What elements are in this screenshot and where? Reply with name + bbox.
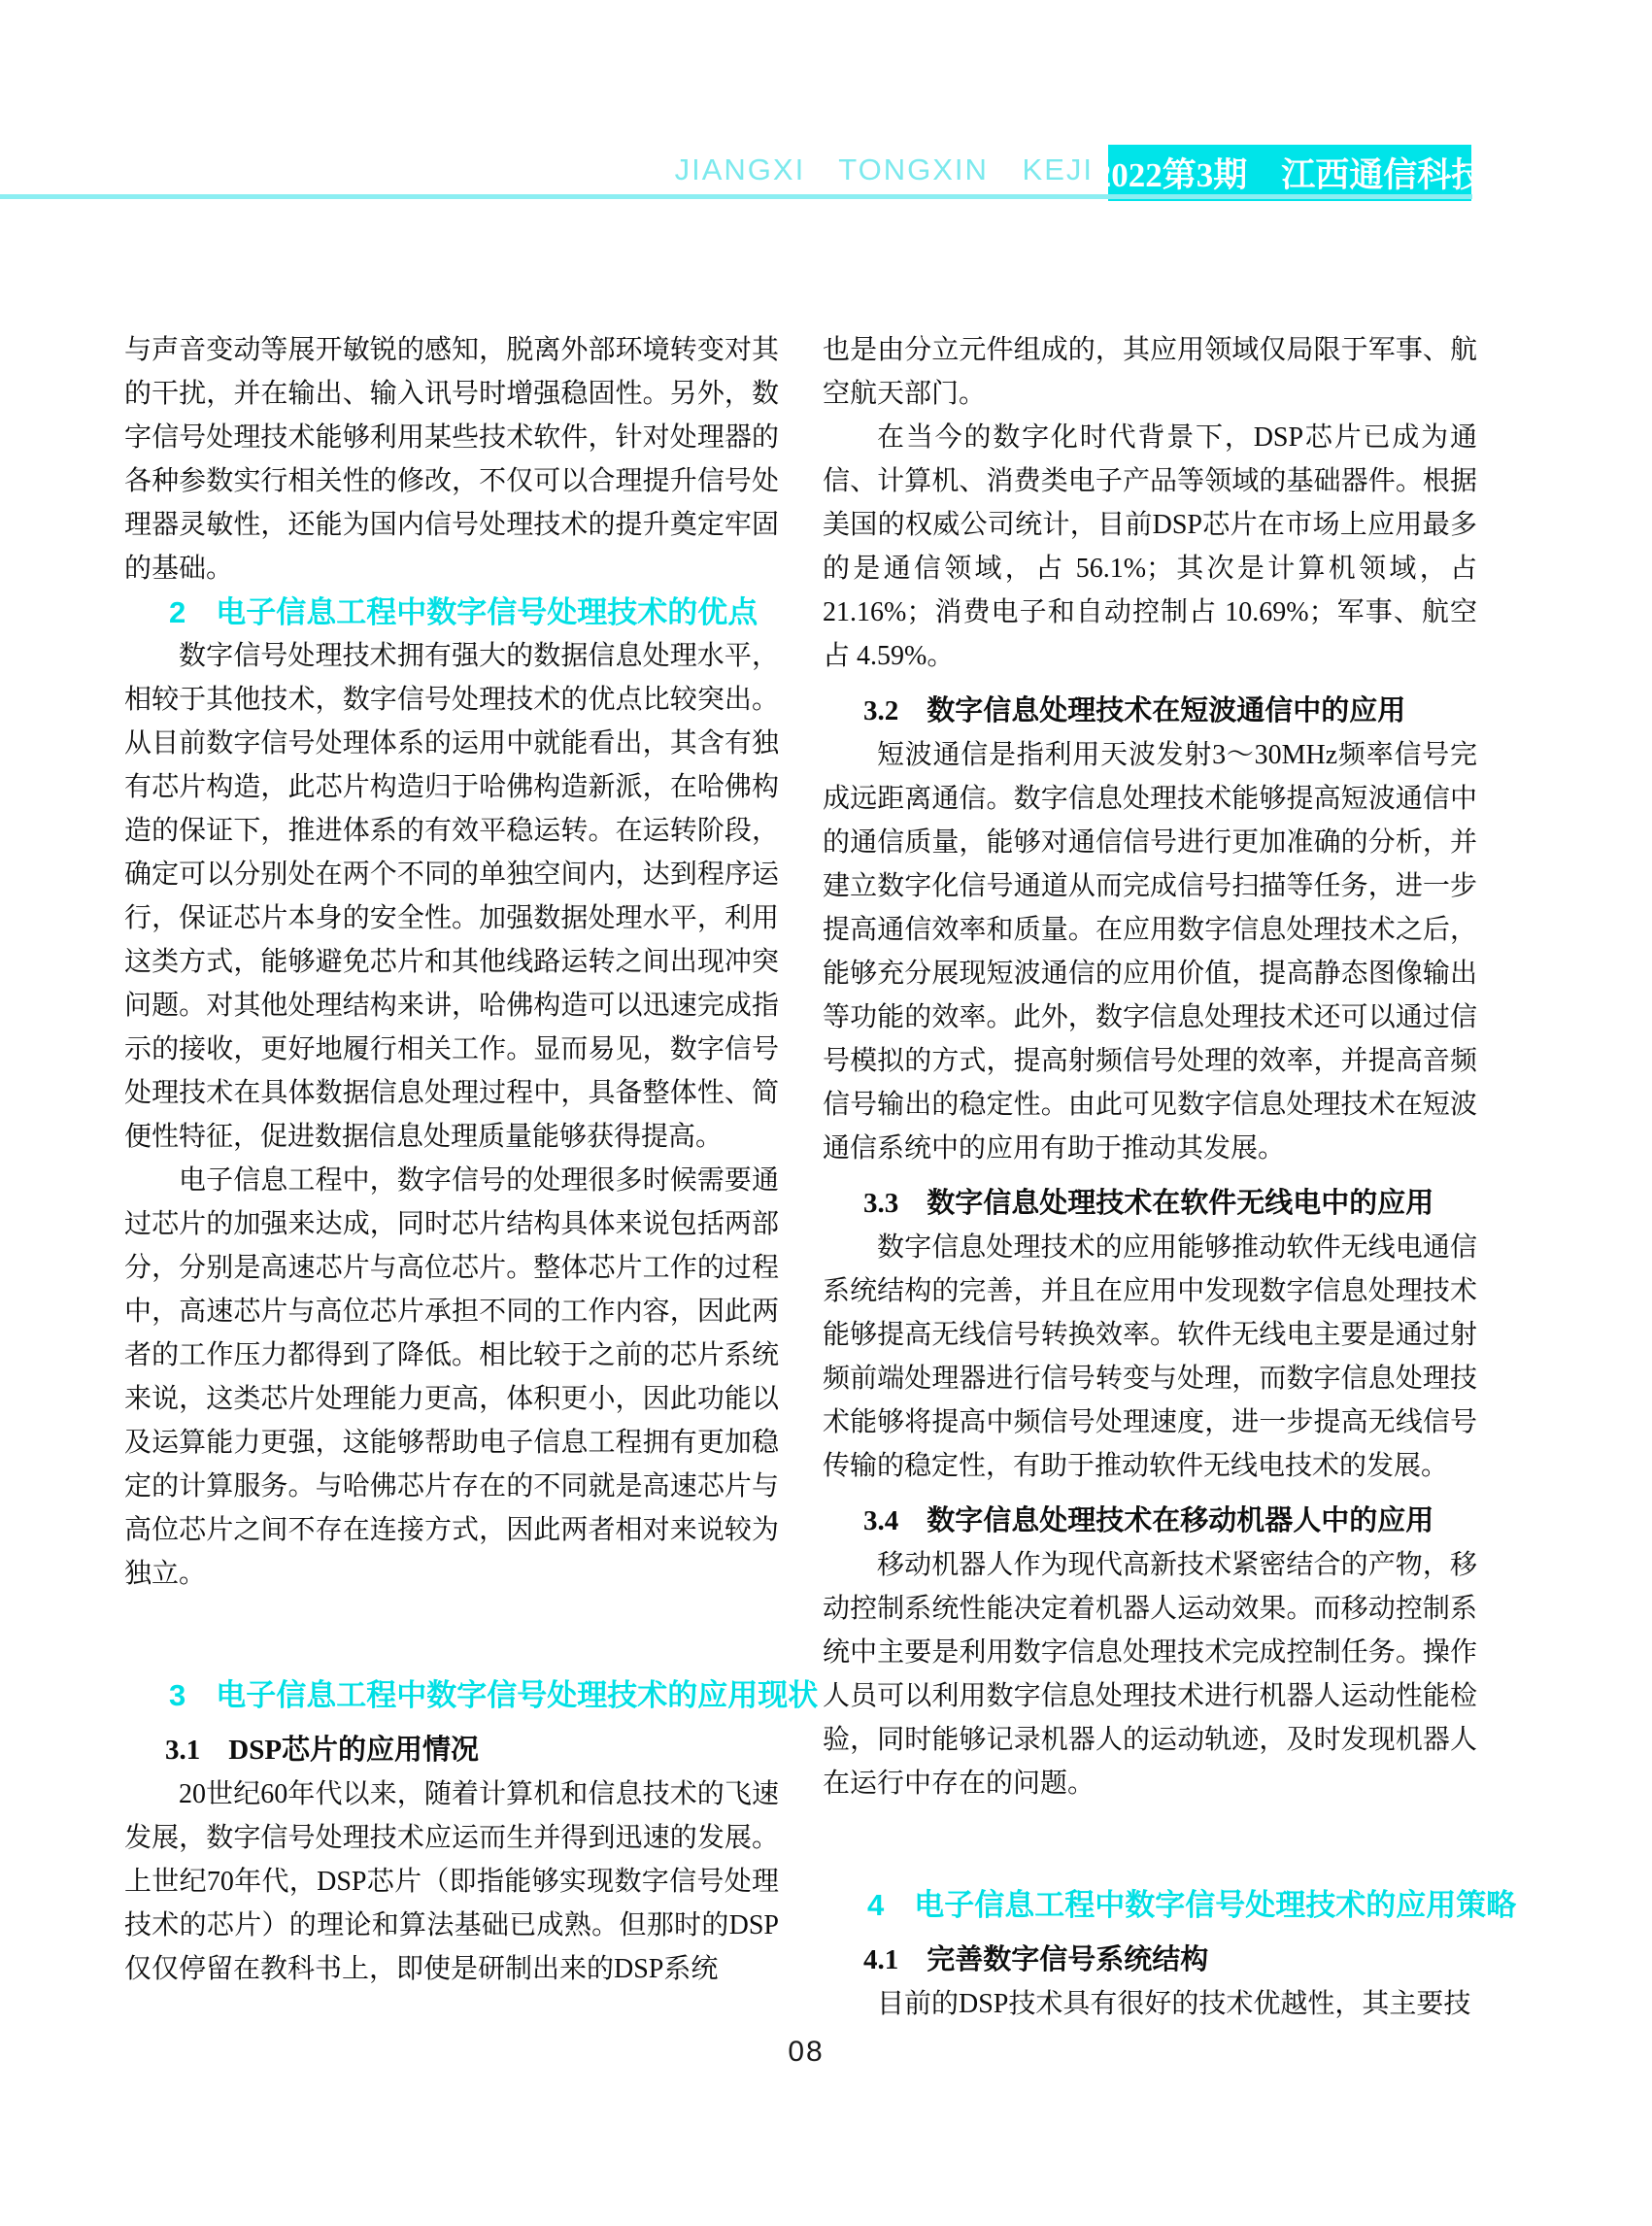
paragraph: 短波通信是指利用天波发射3～30MHz频率信号完成远距离通信。数字信息处理技术能够提高短波通信中的通信质量，能够对通信信号进行更加准确的分析，并建立数字化信号通道从而完成信号扫描等任务，进一步提高通信效率和质量。在应用数字信息处理技术之后，能够充分展现短波通信的应用价值，提高静态图像输出等功能的效率。此外，数字信息处理技术还可以通过信号模拟的方式，提高射频信号处理的效率，并提高音频信号输出的稳定性。由此可见数字信息处理技术在短波通信系统中的应用有助于推动其发展。 [823,740,1477,1164]
section-heading-4: 4 电子信息工程中数字信号处理技术的应用策略 [867,1888,1517,1922]
section-heading-3: 3 电子信息工程中数字信号处理技术的应用现状 [169,1678,819,1712]
header-rule [0,194,1472,199]
paragraph-continued: 与声音变动等展开敏锐的感知，脱离外部环境转变对其的干扰，并在输出、输入讯号时增强稳固性。另外，数字信号处理技术能够利用某些技术软件，针对处理器的各种参数实行相关性的修改，不仅可以合理提升信号处理器灵敏性，还能为国内信号处理技术的提升奠定牢固的基础。 [124,335,779,584]
paragraph: 20世纪60年代以来，随着计算机和信息技术的飞速发展，数字信号处理技术应运而生并得到迅速的发展。上世纪70年代，DSP芯片（即指能够实现数字信号处理技术的芯片）的理论和算法基础已成熟。但那时的DSP仅仅停留在教科书上，即使是研制出来的DSP系统 [124,1779,779,1984]
paragraph: 目前的DSP技术具有很好的技术优越性，其主要技 [877,1989,1471,2019]
left-column [124,328,819,1991]
page-number: 08 [788,2036,825,2068]
paragraph: 数字信号处理技术拥有强大的数据信息处理水平，相较于其他技术，数字信号处理技术的优点比较突出。从目前数字信号处理体系的运用中就能看出，其含有独有芯片构造，此芯片构造归于哈佛构造新派，在哈佛构造的保证下，推进体系的有效平稳运转。在运转阶段，确定可以分别处在两个不同的单独空间内，达到程序运行，保证芯片本身的安全性。加强数据处理水平，利用这类方式，能够避免芯片和其他线路运转之间出现冲突问题。对其他处理结构来讲，哈佛构造可以迅速完成指示的接收，更好地履行相关工作。显而易见，数字信号处理技术在具体数据信息处理过程中，具备整体性、简便性特征，促进数据信息处理质量能够获得提高。 [124,641,779,1152]
paragraph: 在当今的数字化时代背景下，DSP芯片已成为通信、计算机、消费类电子产品等领域的基础器件。根据美国的权威公司统计，目前DSP芯片在市场上应用最多的是通信领域，占 56.1%；其次是计算机领域，占 21.16%；消费电子和自动控制占 10.69%；军事、航空占 4.59%。 [823,422,1477,671]
sub-heading-4-1: 4.1 完善数字信号系统结构 [863,1944,1209,1975]
sub-heading-3-4: 3.4 数字信息处理技术在移动机器人中的应用 [863,1505,1434,1536]
paragraph: 移动机器人作为现代高新技术紧密结合的产物，移动控制系统性能决定着机器人运动效果。而移动控制系统中主要是利用数字信息处理技术完成控制任务。操作人员可以利用数字信息处理技术进行机器人运动性能检验，同时能够记录机器人的运动轨迹，及时发现机器人在运行中存在的问题。 [823,1550,1477,1799]
section-heading-2: 2 电子信息工程中数字信号处理技术的优点 [169,595,759,629]
paragraph: 电子信息工程中，数字信号的处理很多时候需要通过芯片的加强来达成，同时芯片结构具体来说包括两部分，分别是高速芯片与高位芯片。整体芯片工作的过程中，高速芯片与高位芯片承担不同的工作内容，因此两者的工作压力都得到了降低。相比较于之前的芯片系统来说，这类芯片处理能力更高，体积更小，因此功能以及运算能力更强，这能够帮助电子信息工程拥有更加稳定的计算服务。与哈佛芯片存在的不同就是高速芯片与高位芯片之间不存在连接方式，因此两者相对来说较为独立。 [124,1165,779,1589]
sub-heading-3-2: 3.2 数字信息处理技术在短波通信中的应用 [863,695,1406,726]
journal-name-latin: JIANGXI TONGXIN KEJI [674,152,1094,186]
paragraph-continued: 也是由分立元件组成的，其应用领域仅局限于军事、航空航天部门。 [823,335,1477,409]
paragraph: 数字信息处理技术的应用能够推动软件无线电通信系统结构的完善，并且在应用中发现数字信息处理技术能够提高无线信号转换效率。软件无线电主要是通过射频前端处理器进行信号转变与处理，而数字信息处理技术能够将提高中频信号处理速度，进一步提高无线信号传输的稳定性，有助于推动软件无线电技术的发展。 [823,1232,1477,1481]
issue-badge: 2022第3期 江西通信科技 [1108,145,1471,201]
right-column [823,328,1517,2026]
sub-heading-3-3: 3.3 数字信息处理技术在软件无线电中的应用 [863,1188,1434,1219]
sub-heading-3-1: 3.1 DSP芯片的应用情况 [165,1735,480,1766]
